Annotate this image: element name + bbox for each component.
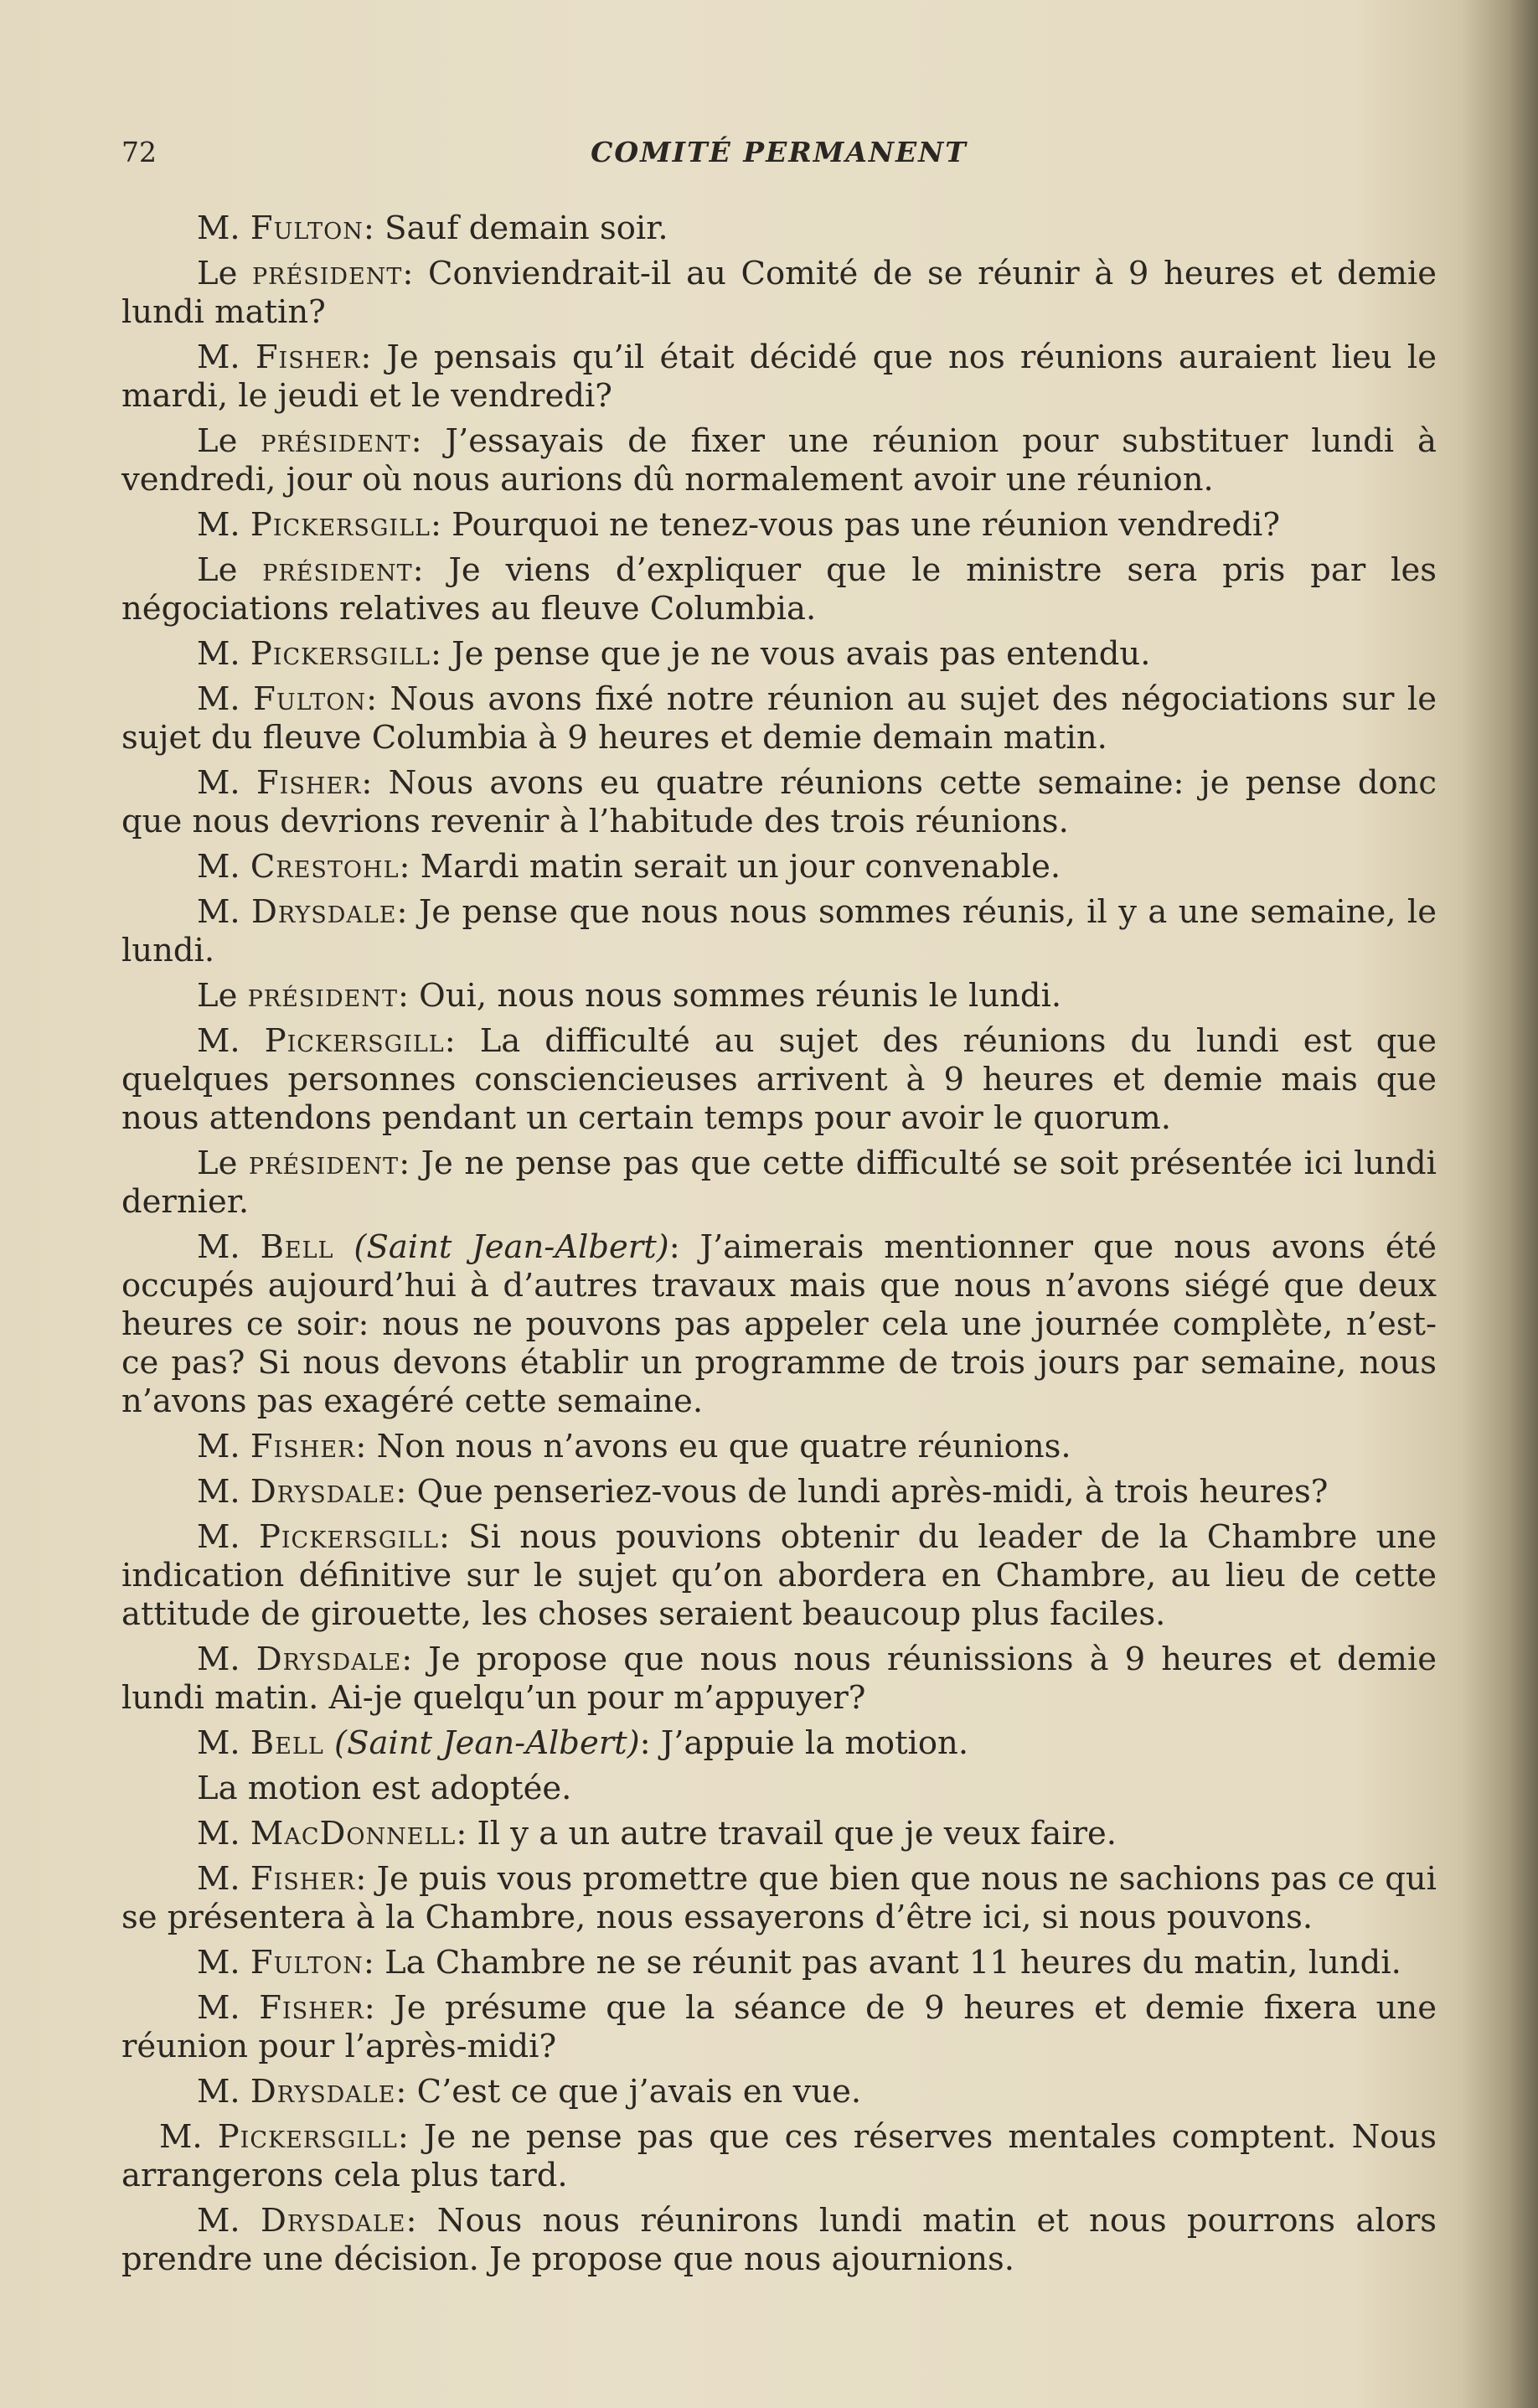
speaker-name: Pickersgill — [217, 2118, 398, 2156]
speaker-name: président — [248, 1145, 400, 1182]
speaker-name: Crestohl — [250, 848, 400, 886]
transcript-paragraph — [121, 1815, 1437, 1853]
speaker-name: Pickersgill — [250, 635, 431, 673]
salutation: M. — [197, 1641, 240, 1678]
speech-text: : J’appuie la motion. — [639, 1724, 969, 1762]
speech-text: : Je pense que je ne vous avais pas entendu. — [430, 635, 1151, 673]
running-title: COMITÉ PERMANENT — [591, 136, 968, 168]
transcript-paragraph — [121, 506, 1437, 545]
speaker-name: Bell — [260, 1228, 334, 1266]
salutation: M. — [197, 680, 240, 718]
speech-text: : Non nous n’avons eu que quatre réunions. — [355, 1428, 1071, 1465]
speech-text: : Je ne pense pas que ces réserves mentales comptent. Nous arrangerons cela plus tard. — [121, 2118, 1437, 2194]
salutation: Le — [197, 977, 238, 1015]
speaker-name: Fulton — [250, 209, 364, 247]
transcript-paragraph — [121, 2118, 1437, 2195]
speech-text: : J’essayais de fixer une réunion pour substituer lundi à vendredi, jour où nous aurions dû normalement avoir une réunion. — [121, 422, 1437, 499]
speech-text: : Nous avons fixé notre réunion au sujet des négociations sur le sujet du fleuve Columbia à 9 heures et demie demain matin. — [121, 680, 1437, 757]
transcript-body — [121, 209, 1437, 2286]
salutation: Le — [197, 551, 238, 589]
speech-text: : Nous nous réunirons lundi matin et nous pourrons alors prendre une décision. Je propose que nous ajournions. — [121, 2202, 1437, 2278]
transcript-paragraph — [121, 1145, 1437, 1222]
speech-text: : La Chambre ne se réunit pas avant 11 heures du matin, lundi. — [363, 1944, 1401, 1982]
salutation: M. — [197, 1518, 240, 1556]
speech-text: La motion est adoptée. — [197, 1770, 572, 1807]
speaker-name: MacDonnell — [250, 1815, 457, 1853]
transcript-paragraph — [121, 1473, 1437, 1511]
salutation: M. — [197, 1989, 240, 2027]
salutation: M. — [197, 764, 240, 802]
speaker-name: Fisher — [255, 764, 362, 802]
transcript-paragraph — [121, 1724, 1437, 1763]
transcript-paragraph — [121, 893, 1437, 970]
transcript-paragraph — [121, 2073, 1437, 2111]
salutation: M. — [197, 848, 240, 886]
transcript-paragraph — [121, 1022, 1437, 1138]
salutation: Le — [197, 1145, 238, 1182]
speech-text: : Je propose que nous nous réunissions à 9 heures et demie lundi matin. Ai-je quelqu’un pour m’appuyer? — [121, 1641, 1437, 1717]
speech-text: : Que penseriez-vous de lundi après-midi, à trois heures? — [395, 1473, 1329, 1511]
transcript-paragraph — [121, 1518, 1437, 1634]
transcript-paragraph — [121, 1944, 1437, 1982]
speech-text: : Je présume que la séance de 9 heures et demie fixera une réunion pour l’après-midi? — [121, 1989, 1437, 2065]
salutation: M. — [159, 2118, 203, 2156]
speaker-name: Drysdale — [250, 2073, 396, 2111]
transcript-paragraph — [121, 1989, 1437, 2066]
speaker-name: Pickersgill — [258, 1518, 439, 1556]
salutation: M. — [197, 1428, 240, 1465]
riding-name: (Saint Jean-Albert) — [354, 1228, 669, 1266]
salutation: M. — [197, 338, 240, 376]
speaker-name: Drysdale — [261, 2202, 406, 2240]
salutation: M. — [197, 1860, 240, 1898]
salutation: M. — [197, 893, 240, 931]
page-header — [121, 136, 1437, 173]
speaker-name: Fisher — [250, 1860, 356, 1898]
salutation: Le — [197, 255, 238, 292]
speaker-name: Fulton — [250, 1944, 364, 1982]
transcript-paragraph — [121, 1641, 1437, 1718]
speech-text: : Mardi matin serait un jour convenable. — [399, 848, 1061, 886]
speaker-name: Pickersgill — [250, 506, 431, 544]
speech-text: : Je puis vous promettre que bien que nous ne sachions pas ce qui se présentera à la Chambre, nous essayerons d’être ici, si nous pouvons. — [121, 1860, 1437, 1936]
transcript-paragraph — [121, 422, 1437, 499]
speech-text: : Sauf demain soir. — [363, 209, 668, 247]
page-number: 72 — [121, 136, 157, 168]
speech-text: : Je viens d’expliquer que le ministre sera pris par les négociations relatives au fleuve Columbia. — [121, 551, 1437, 628]
transcript-paragraph — [121, 848, 1437, 886]
speaker-name: président — [252, 255, 403, 292]
speaker-name: Drysdale — [251, 893, 397, 931]
transcript-paragraph — [121, 635, 1437, 674]
speech-text: : La difficulté au sujet des réunions du lundi est que quelques personnes consciencieuses arrivent à 9 heures et demie mais que nous attendons pendant un certain temps pour avoir le quorum. — [121, 1022, 1437, 1137]
transcript-paragraph — [121, 1860, 1437, 1937]
speech-text: : Je pensais qu’il était décidé que nos réunions auraient lieu le mardi, le jeudi et le vendredi? — [121, 338, 1437, 415]
speech-text: : Je ne pense pas que cette difficulté se soit présentée ici lundi dernier. — [121, 1145, 1437, 1221]
speaker-name: Drysdale — [250, 1473, 396, 1511]
transcript-paragraph — [121, 209, 1437, 248]
salutation: M. — [197, 1473, 240, 1511]
speaker-name: président — [247, 977, 398, 1015]
speaker-name: Bell — [250, 1724, 324, 1762]
transcript-paragraph — [121, 2202, 1437, 2279]
speaker-name: Fisher — [250, 1428, 356, 1465]
salutation: M. — [197, 1228, 240, 1266]
transcript-paragraph — [121, 764, 1437, 841]
speech-text: : Si nous pouvions obtenir du leader de la Chambre une indication définitive sur le sujet qu’on abordera en Chambre, au lieu de cette attitude de girouette, les choses seraient beaucoup plus faciles. — [121, 1518, 1437, 1633]
speaker-name: Fulton — [253, 680, 367, 718]
speaker-name: Drysdale — [255, 1641, 402, 1678]
salutation: M. — [197, 635, 240, 673]
speaker-name: Fisher — [259, 1989, 364, 2027]
speech-text: : Oui, nous nous sommes réunis le lundi. — [397, 977, 1062, 1015]
speaker-name: Pickersgill — [264, 1022, 445, 1060]
salutation: M. — [197, 1944, 240, 1982]
salutation: Le — [197, 422, 238, 460]
riding-name: (Saint Jean-Albert) — [334, 1724, 640, 1762]
speech-text: : Je pense que nous nous sommes réunis, il y a une semaine, le lundi. — [121, 893, 1437, 969]
speaker-name: Fisher — [255, 338, 361, 376]
transcript-paragraph — [121, 1428, 1437, 1466]
transcript-paragraph — [121, 977, 1437, 1015]
salutation: M. — [197, 1022, 240, 1060]
transcript-paragraph — [121, 551, 1437, 628]
salutation: M. — [197, 1815, 240, 1853]
speech-text: : C’est ce que j’avais en vue. — [395, 2073, 862, 2111]
speech-text: : Nous avons eu quatre réunions cette semaine: je pense donc que nous devrions revenir à l’habitude des trois réunions. — [121, 764, 1437, 840]
transcript-paragraph — [121, 255, 1437, 332]
salutation: M. — [197, 209, 240, 247]
salutation: M. — [197, 2073, 240, 2111]
transcript-paragraph — [121, 1770, 1437, 1808]
speech-text: : J’aimerais mentionner que nous avons été occupés aujourd’hui à d’autres travaux mais que nous n’avons siégé que deux heures ce soir: nous ne pouvons pas appeler cela une journée complète, n’est-ce pas? Si nous devons établir un programme de trois jours par semaine, nous n’avons pas exagéré cette semaine. — [121, 1228, 1437, 1420]
transcript-paragraph — [121, 338, 1437, 416]
speech-text: : Il y a un autre travail que je veux faire. — [456, 1815, 1117, 1853]
salutation: M. — [197, 1724, 240, 1762]
speech-text: : Pourquoi ne tenez-vous pas une réunion vendredi? — [430, 506, 1280, 544]
speaker-name: président — [261, 422, 411, 460]
salutation: M. — [197, 2202, 240, 2240]
transcript-paragraph — [121, 1228, 1437, 1421]
salutation: M. — [197, 506, 240, 544]
speaker-name: président — [262, 551, 413, 589]
transcript-paragraph — [121, 680, 1437, 757]
speech-text: : Conviendrait-il au Comité de se réunir à 9 heures et demie lundi matin? — [121, 255, 1437, 331]
